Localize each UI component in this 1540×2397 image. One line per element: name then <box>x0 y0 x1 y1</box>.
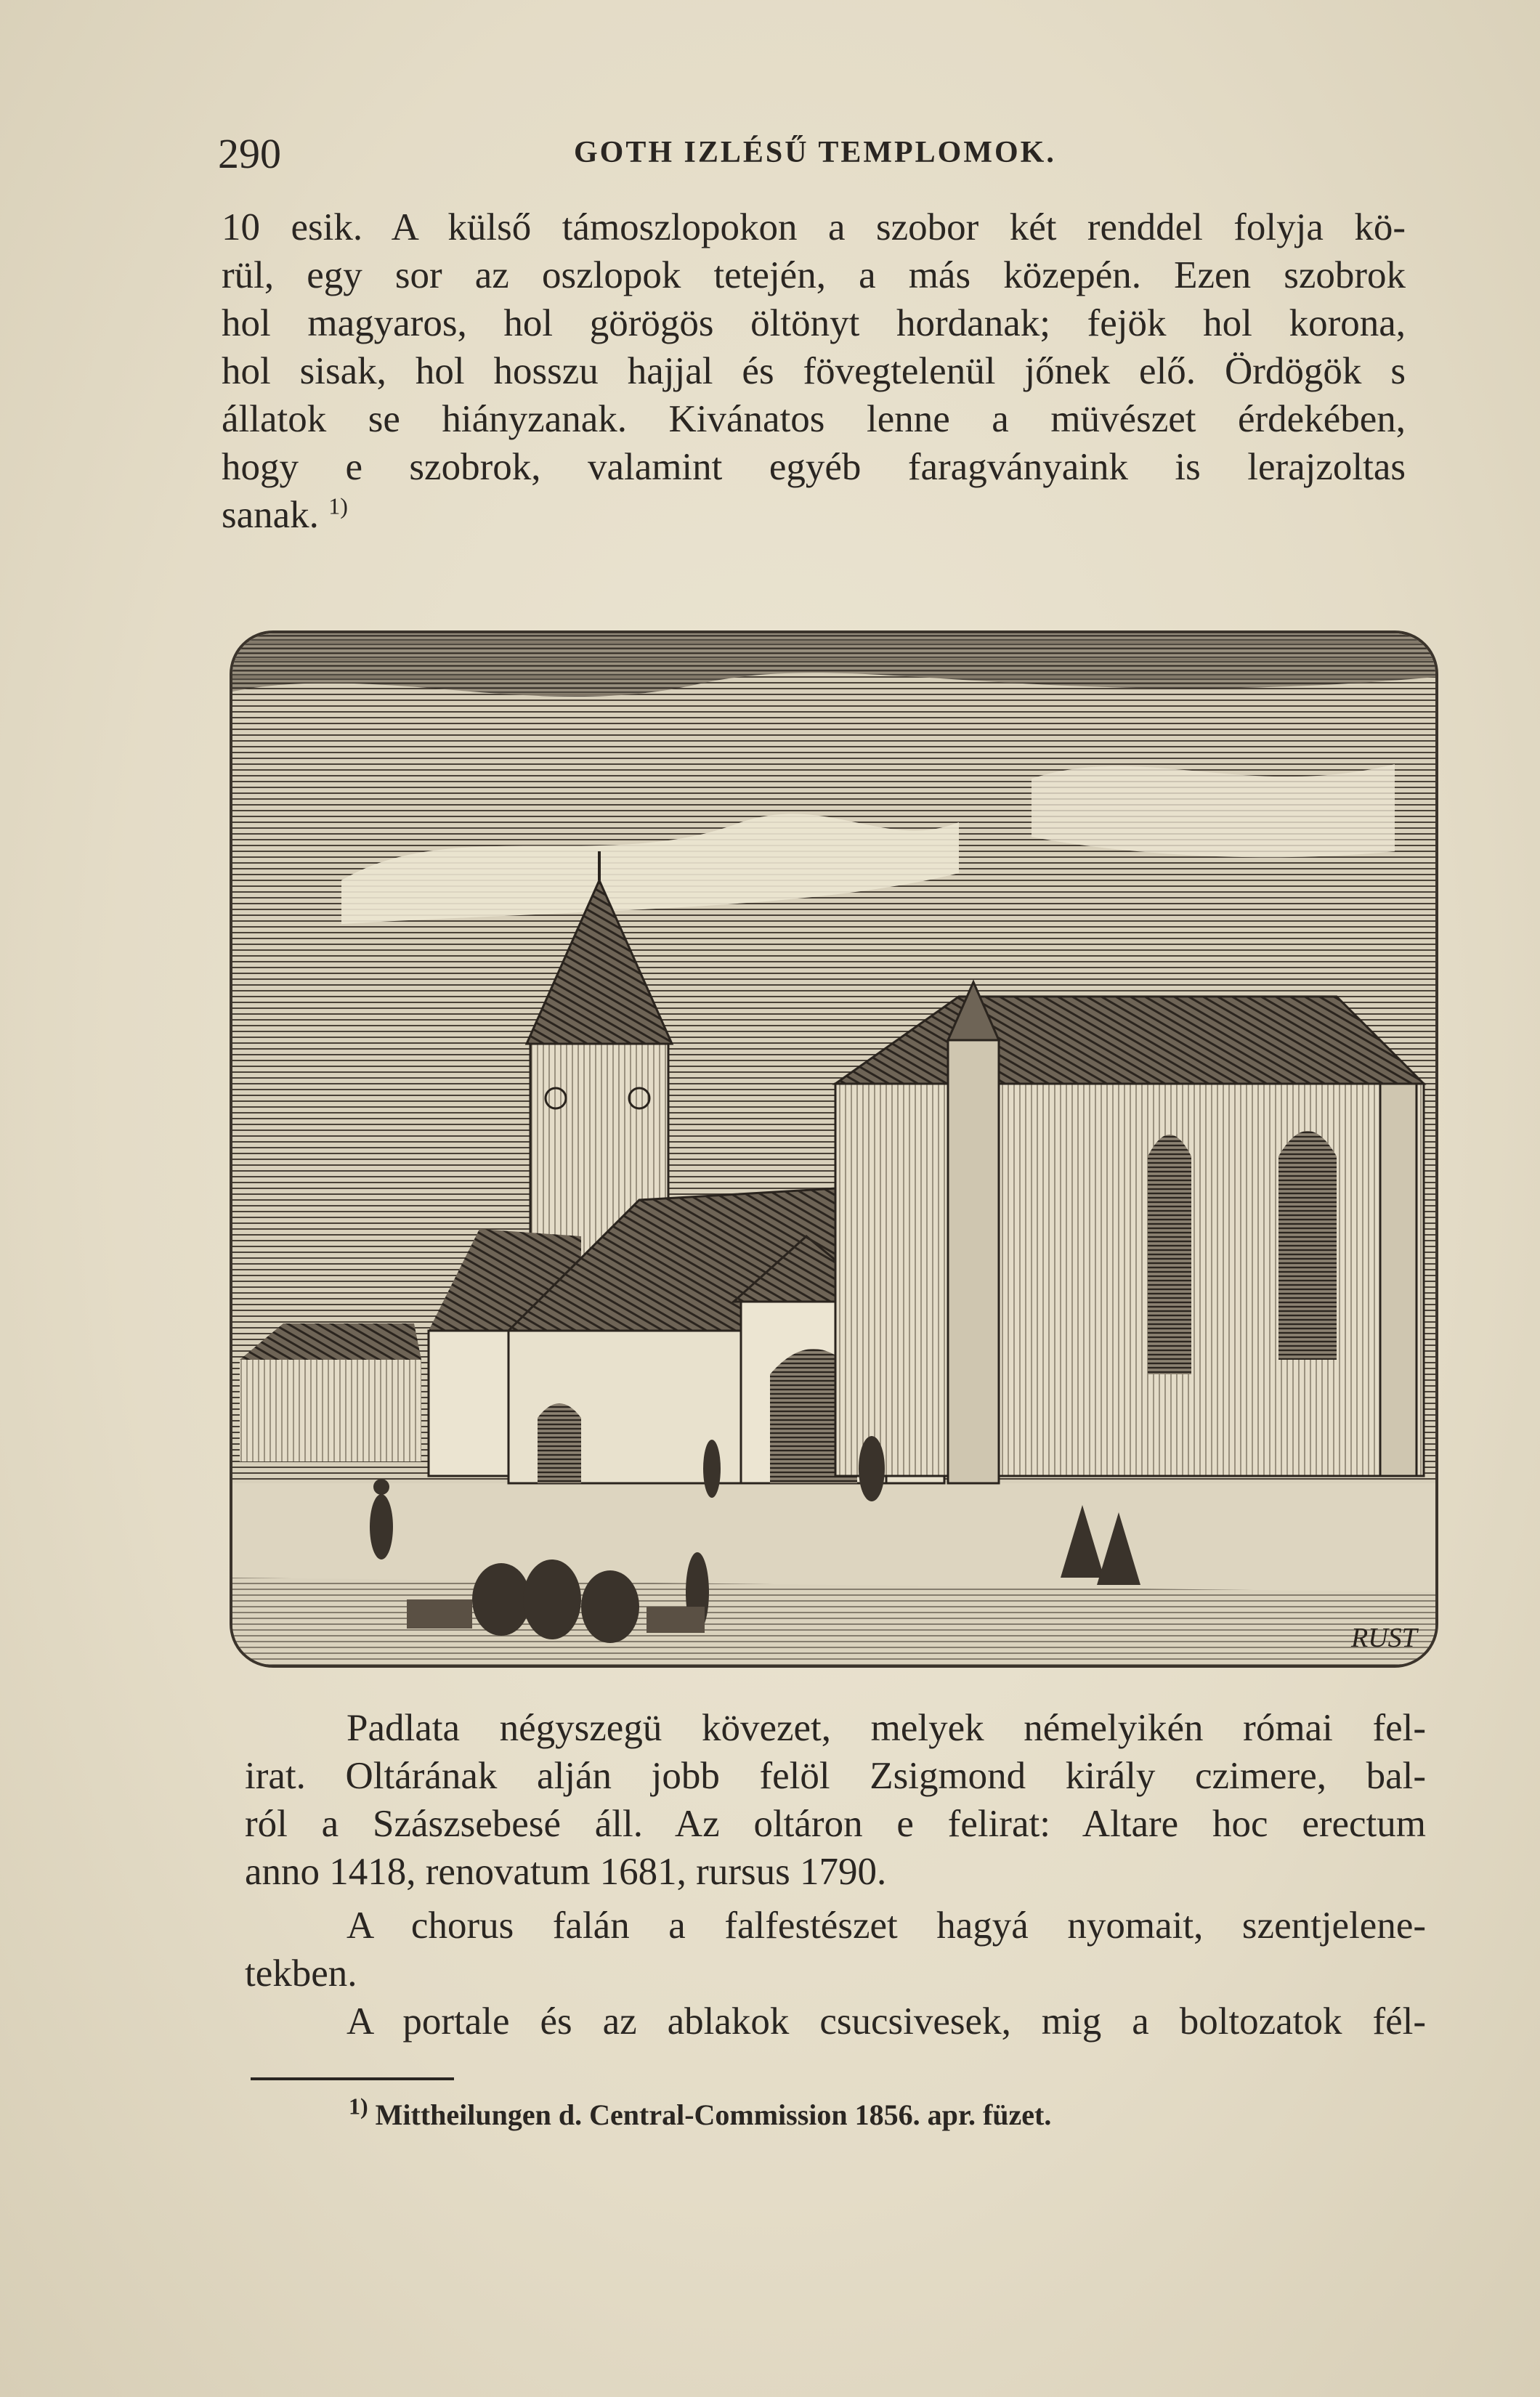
text-line: ról a Szászsebesé áll. Az oltáron e felirat: Altare hoc erectum <box>245 1803 1426 1845</box>
text-line: hol sisak, hol hosszu hajjal és fövegtelenül jőnek elő. Ördögök s <box>222 350 1406 392</box>
paragraph-2 <box>245 1704 1426 1896</box>
text-line: 10 esik. A külső támoszlopokon a szobor két renddel folyja kö- <box>222 206 1406 248</box>
engraving-artwork <box>232 633 1435 1665</box>
page-header <box>218 129 1409 180</box>
text-line: hol magyaros, hol görögös öltönyt hordanak; fejök hol korona, <box>222 302 1406 344</box>
text-line: sanak. <box>222 494 319 536</box>
paragraph-1 <box>222 203 1406 491</box>
text-line: rül, egy sor az oszlopok tetején, a más közepén. Ezen szobrok <box>222 254 1406 296</box>
text-line-content: A chorus falán a falfestészet hagyá nyomait, szentjelene- <box>346 1905 1426 1947</box>
church-engraving-illustration <box>230 630 1438 1668</box>
engraver-signature: RUST <box>1351 1623 1417 1653</box>
text-line-content: Padlata négyszegü kövezet, melyek némelyikén római fel- <box>346 1707 1426 1749</box>
text-line: állatok se hiányzanak. Kivánatos lenne a müvészet érdekében, <box>222 398 1406 440</box>
footnote-mark: 1) <box>349 2093 368 2120</box>
paragraph-4 <box>245 1998 1426 2045</box>
text-line <box>245 1902 1426 1950</box>
text-line: hogy e szobrok, valamint egyéb faragványaink is lerajzoltas <box>222 446 1406 488</box>
footnote <box>349 2093 1052 2132</box>
text-line: irat. Oltárának alján jobb felöl Zsigmond király czimere, bal- <box>245 1755 1426 1797</box>
running-title: GOTH IZLÉSŰ TEMPLOMOK. <box>574 136 1056 169</box>
footnote-reference: 1) <box>328 492 348 519</box>
page-number: 290 <box>218 130 281 177</box>
text-line: anno 1418, renovatum 1681, rursus 1790. <box>245 1851 887 1893</box>
text-line <box>245 1998 1426 2045</box>
footnote-text: Mittheilungen d. Central-Commission 1856. apr. füzet. <box>375 2098 1052 2131</box>
text-line: tekben. <box>245 1952 357 1995</box>
paragraph-3 <box>245 1902 1426 1998</box>
text-line <box>245 1704 1426 1752</box>
footnote-separator <box>251 2077 454 2080</box>
text-line-content: A portale és az ablakok csucsivesek, mig a boltozatok fél- <box>346 2000 1426 2043</box>
paragraph-1-last-line <box>222 491 1406 539</box>
